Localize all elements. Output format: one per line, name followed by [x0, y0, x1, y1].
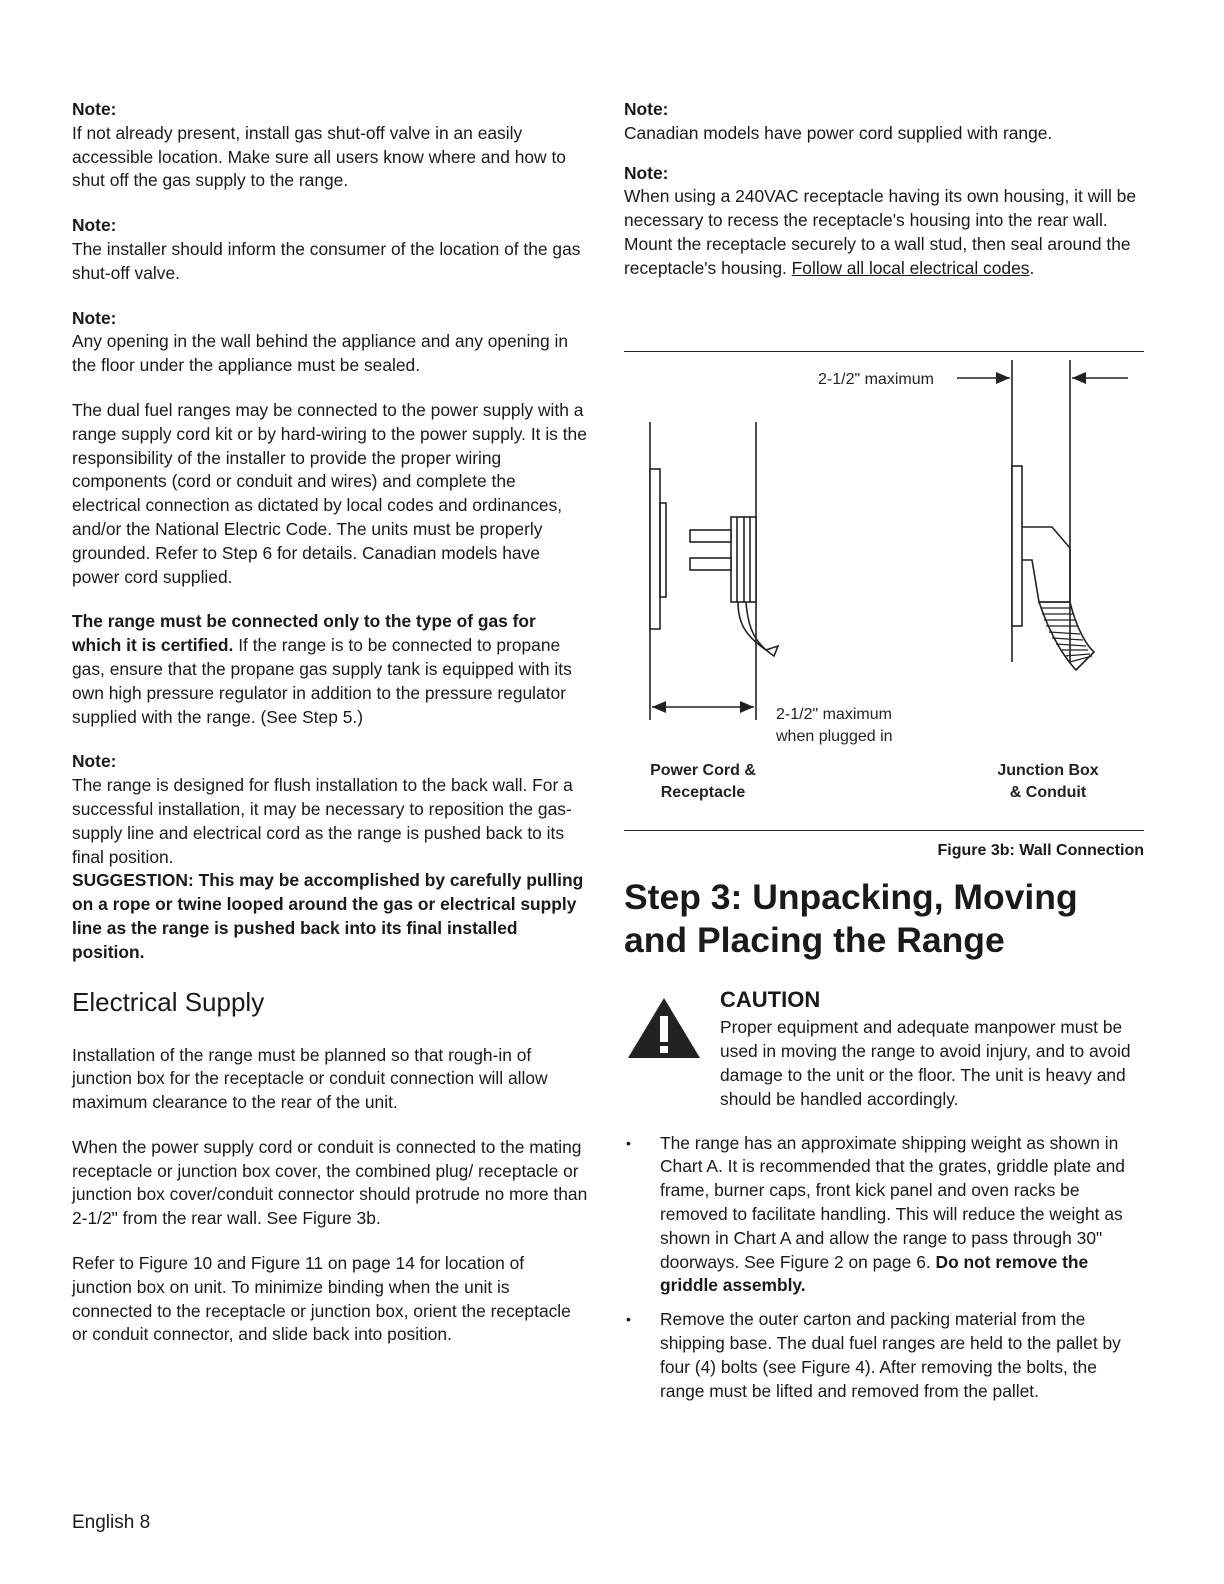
warning-triangle-icon: [626, 996, 702, 1060]
plug-prong-bottom: [690, 558, 731, 570]
paragraph-electrical-2: When the power supply cord or conduit is connected to the mating receptacle or junction box cover, the combined plug/ receptacle or junction box cover/conduit connector should protrude no more than 2-1/2" from the rear wall. See Figure 3b.: [72, 1136, 588, 1229]
note-label: Note:: [72, 751, 117, 772]
gas-type-warning: The range must be connected only to the type of gas for which it is certified.: [72, 611, 536, 656]
junction-plate: [1012, 466, 1022, 626]
right-column: [624, 98, 1144, 1413]
note-label: Note:: [72, 307, 117, 328]
note-canadian-models: [624, 98, 1144, 146]
conduit-connector: [1022, 527, 1070, 602]
paragraph-electrical-3: Refer to Figure 10 and Figure 11 on page 14 for location of junction box on unit. To minimize binding when the unit is connected to the receptacle or junction box, orient the receptacle or conduit connector, and slide back into position.: [72, 1253, 571, 1345]
figure-wall-connection: [624, 351, 1144, 863]
conduit-hose: [1039, 602, 1094, 670]
note-label: Note:: [624, 99, 669, 119]
note-gas-shutoff: [72, 98, 588, 193]
note-text: Canadian models have power cord supplied with range.: [624, 122, 1053, 143]
figure-bottom-rule: [624, 830, 1144, 831]
note-installer-inform: [72, 214, 588, 285]
suggestion-text: SUGGESTION: This may be accomplished by carefully pulling on a rope or twine looped around the gas or electrical supply line as the range is pushed back into its final installed position.: [72, 870, 584, 962]
note-flush-installation: [72, 750, 588, 964]
electrical-codes-link[interactable]: Follow all local electrical codes: [791, 257, 1030, 278]
note-text: The range is designed for flush installation to the back wall. For a successful installation, it may be necessary to reposition the gas-supply line and electrical cord as the range is pushed back to its final position.: [72, 775, 573, 867]
gas-type-text: If the range is to be connected to propane gas, ensure that the propane gas supply tank is equipped with its own high pressure regulator in addition to the pressure regulator supplied with the range. (See Step 5.): [72, 635, 572, 727]
bullet-text: The range has an approximate shipping weight as shown in Chart A. It is recommended that the grates, griddle plate and frame, burner caps, front kick panel and oven racks be removed to facilitate handling. This will reduce the weight as shown in Chart A and allow the range to pass through 30" doorways. See Figure 2 on page 6.: [660, 1132, 1125, 1272]
note-240vac-receptacle: [624, 162, 1144, 281]
bullet-text: Remove the outer carton and packing material from the shipping base. The dual fuel ranges are held to the pallet by four (4) bolts (see Figure 4). After removing the bolts, the range must be lifted and removed from the pallet.: [660, 1309, 1121, 1401]
caution-title: CAUTION: [720, 987, 821, 1013]
receptacle-housing: [660, 503, 666, 597]
caution-text: Proper equipment and adequate manpower must be used in moving the range to avoid injury, and to avoid damage to the unit or the floor. The unit is heavy and should be handled accordingly.: [720, 1017, 1131, 1109]
note-text: [624, 185, 1144, 280]
caution-box: [624, 986, 1144, 1111]
label-junction-box-1: Junction Box: [997, 761, 1099, 779]
paragraph-dual-fuel: The dual fuel ranges may be connected to the power supply with a range supply cord kit or by hard-wiring to the power supply. It is the responsibility of the installer to provide the proper wiring components (cord or conduit and wires) and complete the electrical connection as dictated by local codes and ordinances, and/or the National Electric Code. The units must be properly grounded. Refer to Step 6 for details. Canadian models have power cord supplied.: [72, 399, 587, 587]
label-power-cord-2: Receptacle: [660, 783, 746, 801]
label-max-top: 2-1/2" maximum: [818, 370, 934, 388]
unpacking-bullet-list: [624, 1132, 1144, 1404]
note-text: The installer should inform the consumer of the location of the gas shut-off valve.: [72, 238, 581, 283]
label-power-cord-1: Power Cord &: [650, 761, 756, 779]
bullet-warning: Do not remove the griddle assembly.: [660, 1251, 1089, 1296]
label-junction-box-2: & Conduit: [1009, 783, 1087, 801]
receptacle-plate: [650, 469, 660, 629]
wall-connection-diagram: [624, 352, 1144, 830]
label-max-bottom-2: when plugged in: [776, 727, 893, 745]
bullet-marker: •: [626, 1311, 631, 1328]
paragraph-gas-type: [72, 610, 588, 729]
note-label: Note:: [72, 99, 117, 119]
page-footer: English 8: [72, 1512, 151, 1533]
note-label: Note:: [72, 215, 117, 236]
label-max-bottom-1: 2-1/2" maximum: [776, 705, 892, 723]
note-text-body: When using a 240VAC receptacle having its own housing, it will be necessary to recess the receptacle's housing into the rear wall. Mount the receptacle securely to a wall stud, then seal around the receptacle's housing.: [624, 186, 1137, 278]
list-item: [624, 1308, 1144, 1403]
bullet-marker: •: [626, 1134, 631, 1151]
section-heading-electrical-supply: Electrical Supply: [72, 986, 265, 1017]
plug-prong-top: [690, 530, 731, 542]
step-3-heading: Step 3: Unpacking, Moving and Placing the Range: [624, 877, 1078, 961]
note-openings-sealed: [72, 307, 588, 378]
left-column: [72, 98, 588, 1368]
power-cord: [738, 602, 778, 656]
list-item: [624, 1132, 1144, 1299]
note-text: If not already present, install gas shut-off valve in an easily accessible location. Make sure all users know where and how to shut off the gas supply to the range.: [72, 122, 566, 191]
paragraph-electrical-1: Installation of the range must be planned so that rough-in of junction box for the receptacle or conduit connection will allow maximum clearance to the rear of the unit.: [72, 1044, 548, 1113]
note-label: Note:: [624, 162, 669, 183]
note-text-end: .: [1029, 257, 1035, 278]
note-text: Any opening in the wall behind the appliance and any opening in the floor under the appliance must be sealed.: [72, 331, 569, 376]
figure-caption: Figure 3b: Wall Connection: [937, 841, 1144, 859]
